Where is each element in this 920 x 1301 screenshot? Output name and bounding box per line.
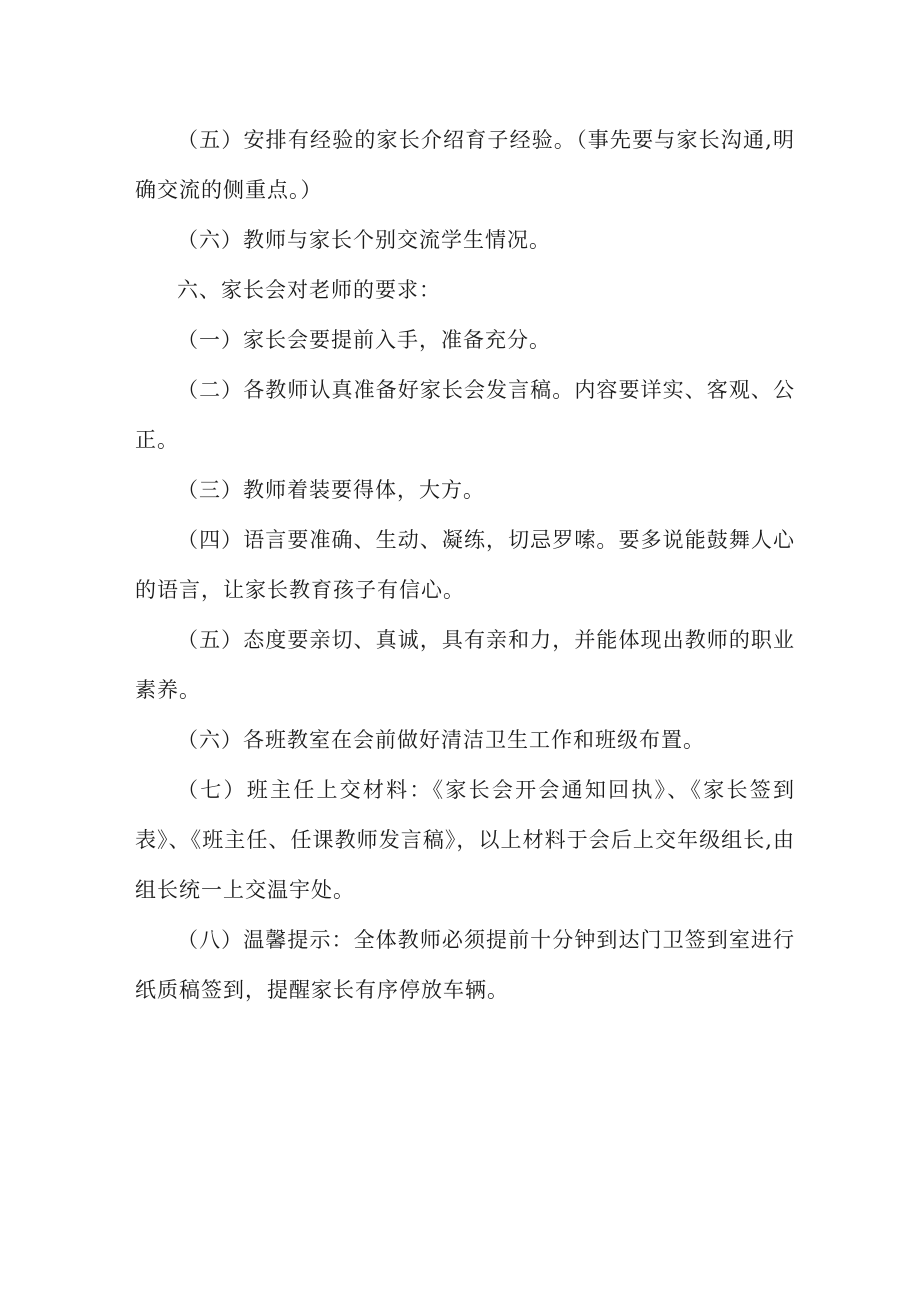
document-body bbox=[135, 115, 795, 1015]
paragraph-classroom-cleaning: （六）各班教室在会前做好清洁卫生工作和班级布置。 bbox=[177, 728, 705, 752]
paragraph-dress-code: （三）教师着装要得体，大方。 bbox=[177, 478, 485, 502]
paragraph-attitude: （五）态度要亲切、真诚，具有亲和力，并能体现出教师的职业素养。 bbox=[135, 628, 795, 702]
paragraph-prepare-early: （一）家长会要提前入手，准备充分。 bbox=[177, 328, 551, 352]
paragraph-speech-draft: （二）各教师认真准备好家长会发言稿。内容要详实、客观、公正。 bbox=[135, 378, 795, 452]
paragraph-materials-submission: （七）班主任上交材料：《家长会开会通知回执》、《家长签到表》、《班主任、任课教师发言稿》，以上材料于会后上交年级组长,由组长统一上交温宇处。 bbox=[135, 778, 795, 902]
paragraph-language: （四）语言要准确、生动、凝练，切忌罗嗦。要多说能鼓舞人心的语言，让家长教育孩子有信心。 bbox=[135, 528, 795, 602]
paragraph-reminder: （八）温馨提示：全体教师必须提前十分钟到达门卫签到室进行纸质稿签到，提醒家长有序停放车辆。 bbox=[135, 928, 795, 1002]
section-heading-teacher-requirements: 六、家长会对老师的要求： bbox=[177, 278, 441, 302]
paragraph-parent-experience-sharing: （五）安排有经验的家长介绍育子经验。（事先要与家长沟通,明确交流的侧重点。） bbox=[135, 128, 795, 202]
paragraph-individual-communication: （六）教师与家长个别交流学生情况。 bbox=[177, 228, 551, 252]
